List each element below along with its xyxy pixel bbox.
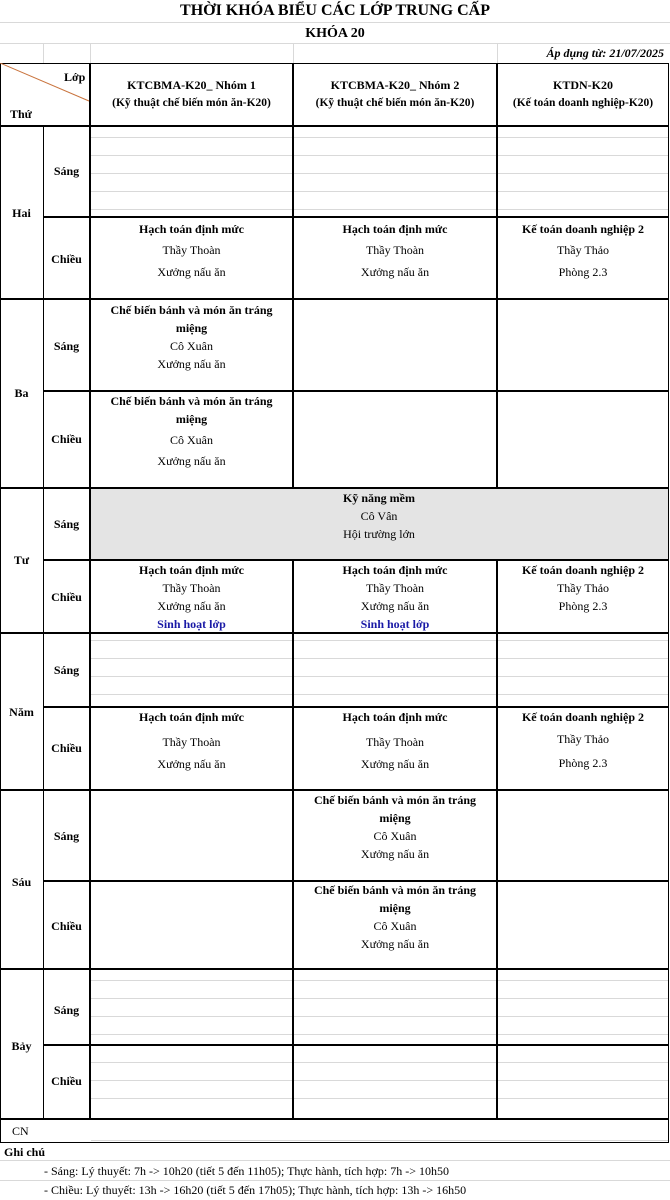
room: Hội trường lớn [343,527,415,541]
cell-wed-pm-ktdn [497,561,669,633]
session-wed-morning: Sáng [53,517,80,531]
class-header-1: KTCBMA-K20_ Nhóm 1 (Kỹ thuật chế biến món ăn-K20) [112,78,271,109]
teacher: Thầy Thoàn [365,735,425,749]
session-mon-afternoon: Chiều [51,252,82,266]
teacher: Cô Xuân [373,829,417,843]
subject-line2: miệng [175,412,208,426]
room: Xưởng nấu ăn [360,847,430,861]
teacher: Thầy Thảo [556,732,610,746]
subject: Kỹ năng mềm [343,491,415,505]
cell-mon-pm-g2 [293,219,497,299]
room: Phòng 2.3 [558,599,608,613]
day-thu: Năm [9,705,34,719]
cell-wed-am-all [90,489,668,559]
subject-line1: Chế biến bánh và món ăn tráng [313,883,477,897]
room: Xưởng nấu ăn [360,265,430,279]
cell-tue-am-g1 [90,301,293,389]
cell-mon-pm-g1 [90,219,293,299]
session-wed-afternoon: Chiều [51,590,82,604]
session-tue-morning: Sáng [53,339,80,353]
subject: Hạch toán định mức [342,710,448,724]
page-title: THỜI KHÓA BIỂU CÁC LỚP TRUNG CẤP [180,2,490,19]
session-tue-afternoon: Chiều [51,432,82,446]
room: Xưởng nấu ăn [157,757,226,771]
notes-title: Ghi chú [4,1145,46,1159]
teacher: Thầy Thoàn [162,735,221,749]
subject-line2: miệng [175,321,208,335]
subject-line1: Chế biến bánh và món ăn tráng [313,793,477,807]
cell-tue-pm-g1 [90,392,293,487]
room: Phòng 2.3 [558,265,608,279]
cell-wed-pm-g2 [293,561,497,633]
session-sat-afternoon: Chiều [51,1074,82,1088]
room: Xưởng nấu ăn [360,599,430,613]
day-mon: Hai [12,206,31,220]
teacher: Cô Xuân [373,919,417,933]
cell-fri-pm-g2 [293,881,497,969]
cell-mon-pm-ktdn [497,219,669,299]
teacher: Thầy Thoàn [365,581,425,595]
class-header-2: KTCBMA-K20_ Nhóm 2 (Kỹ thuật chế biến món ăn-K20) [315,78,475,109]
notes-afternoon: - Chiều: Lý thuyết: 13h -> 16h20 (tiết 5 đến 17h05); Thực hành, tích hợp: 13h -> 16h50 [44,1183,467,1197]
teacher: Thầy Thoàn [365,243,425,257]
cell-thu-pm-ktdn [497,708,669,788]
teacher: Cô Vân [360,509,398,523]
session-mon-morning: Sáng [53,164,80,178]
teacher: Cô Xuân [170,339,213,353]
session-fri-morning: Sáng [53,829,80,843]
subject: Hạch toán định mức [139,222,244,236]
room: Xưởng nấu ăn [157,599,226,613]
class-header-3: KTDN-K20 (Kế toán doanh nghiệp-K20) [512,78,654,109]
session-thu-morning: Sáng [53,663,80,677]
subject: Hạch toán định mức [342,563,448,577]
effective-date: Áp dụng từ: 21/07/2025 [546,46,664,60]
room: Xưởng nấu ăn [157,454,226,468]
subject: Kế toán doanh nghiệp 2 [521,222,645,236]
teacher: Thầy Thảo [556,243,610,257]
session-sat-morning: Sáng [53,1003,80,1017]
room: Xưởng nấu ăn [157,265,226,279]
subject: Hạch toán định mức [139,710,244,724]
room: Xưởng nấu ăn [157,357,226,371]
room: Xưởng nấu ăn [360,757,430,771]
subject: Kế toán doanh nghiệp 2 [521,563,645,577]
page-subtitle: KHÓA 20 [305,26,365,41]
subject-line1: Chế biến bánh và món ăn tráng [110,394,273,408]
session-fri-afternoon: Chiều [51,919,82,933]
subject: Hạch toán định mức [139,563,244,577]
teacher: Thầy Thoàn [162,581,221,595]
cell-thu-pm-g1 [90,708,293,788]
subject: Hạch toán định mức [342,222,448,236]
class-label: Lớp [64,70,86,84]
subject: Kế toán doanh nghiệp 2 [521,710,645,724]
teacher: Cô Xuân [170,433,213,447]
day-sat: Bảy [11,1039,32,1053]
session-thu-afternoon: Chiều [51,741,82,755]
cell-wed-pm-g1 [90,561,293,633]
cell-fri-am-g2 [293,791,497,879]
teacher: Thầy Thoàn [162,243,221,257]
subject-line2: miệng [379,811,411,825]
subject-line2: miệng [379,901,411,915]
day-sun: CN [12,1124,29,1138]
day-tue: Ba [14,386,29,400]
cell-thu-pm-g2 [293,708,497,788]
day-wed: Tư [13,553,30,567]
notes-morning: - Sáng: Lý thuyết: 7h -> 10h20 (tiết 5 đến 11h05); Thực hành, tích hợp: 7h -> 10h50 [44,1164,449,1178]
teacher: Thầy Thảo [556,581,610,595]
class-activity: Sinh hoạt lớp [157,617,226,631]
day-label: Thứ [10,107,32,121]
day-fri: Sáu [11,875,32,889]
room: Xưởng nấu ăn [360,937,430,951]
room: Phòng 2.3 [558,756,608,770]
subject-line1: Chế biến bánh và món ăn tráng [110,303,273,317]
class-activity: Sinh hoạt lớp [360,617,430,631]
